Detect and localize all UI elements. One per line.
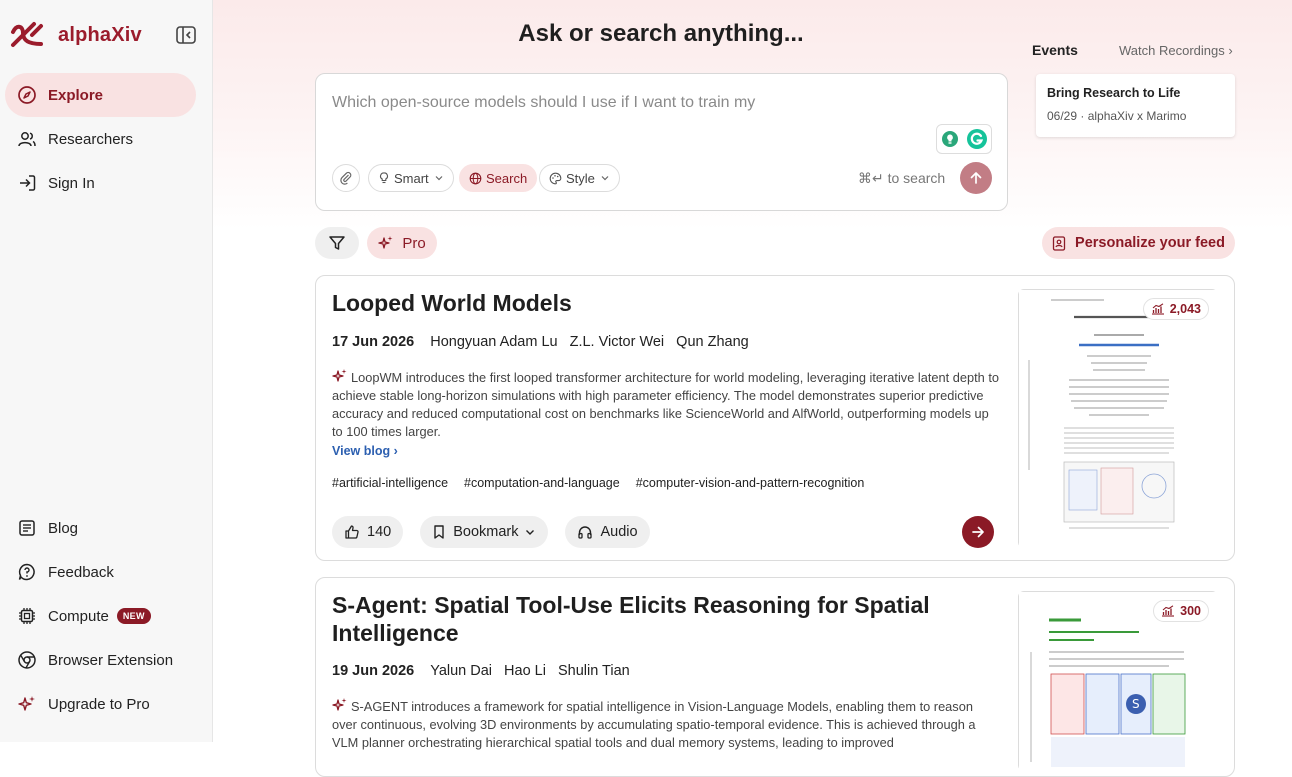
- sidebar-item-label: Blog: [48, 519, 79, 537]
- paper-summary: [332, 368, 1000, 441]
- events-heading: Events: [1032, 42, 1078, 58]
- trending-chart-icon: [1151, 303, 1165, 315]
- author-link[interactable]: Z.L. Victor Wei: [569, 334, 665, 350]
- sidebar-item-label: Browser Extension: [48, 651, 174, 669]
- search-input[interactable]: [332, 94, 932, 112]
- personalize-label: Personalize your feed: [1075, 235, 1225, 251]
- alphaxiv-logo-icon: [10, 20, 44, 50]
- view-blog-label: View blog: [332, 444, 391, 458]
- new-badge: NEW: [117, 608, 151, 624]
- watch-recordings-label: Watch Recordings: [1119, 43, 1225, 58]
- summary-text: S-AGENT introduces a framework for spatial intelligence in Vision-Language Models, enabling them to reason over continuous, evolving 3D environments by accumulating spatio-temporal evidence. This is achieved through a VLM planner orchestrating hierarchical spatial tools and dual memory systems, leading to improved: [332, 699, 976, 750]
- arrow-up-icon: [969, 171, 983, 185]
- views-badge: [1143, 298, 1209, 320]
- view-blog-link[interactable]: [332, 444, 398, 458]
- chevron-right-icon: ›: [1228, 43, 1233, 58]
- svg-text:S: S: [1132, 697, 1140, 711]
- sidebar-item-label: Researchers: [48, 130, 134, 148]
- bookmark-button[interactable]: [420, 516, 548, 548]
- chrome-icon: [17, 650, 37, 670]
- personalize-icon: [1052, 236, 1066, 251]
- search-box: [315, 73, 1008, 211]
- grammarly-icon[interactable]: [966, 128, 988, 150]
- author-link[interactable]: Shulin Tian: [557, 663, 630, 679]
- bulb-icon: [378, 172, 390, 184]
- paper-card[interactable]: [315, 577, 1235, 777]
- feedback-icon: [17, 562, 37, 582]
- paper-card[interactable]: [315, 275, 1235, 561]
- sidebar-item-label: Compute: [48, 607, 109, 625]
- author-link[interactable]: Qun Zhang: [676, 334, 749, 350]
- sidebar-item-feedback[interactable]: [5, 550, 196, 594]
- paper-summary: [332, 697, 1000, 752]
- chevron-down-icon: [600, 173, 610, 183]
- compass-icon: [17, 85, 37, 105]
- paper-thumbnail[interactable]: [1018, 289, 1218, 548]
- sidebar-item-browser-extension[interactable]: [5, 638, 196, 682]
- smart-mode-chip[interactable]: [368, 164, 454, 192]
- views-badge: [1153, 600, 1209, 622]
- sidebar-item-explore[interactable]: [5, 73, 196, 117]
- search-label: Search: [486, 170, 528, 186]
- search-mode-chip[interactable]: [459, 164, 537, 192]
- arrow-right-icon: [970, 524, 986, 540]
- attach-button[interactable]: [332, 164, 360, 192]
- paper-tags: [332, 476, 880, 490]
- watch-recordings-link[interactable]: [1119, 43, 1233, 58]
- paper-meta: [332, 334, 761, 350]
- style-label: Style: [566, 170, 595, 186]
- bookmark-icon: [432, 524, 446, 540]
- paper-title[interactable]: S-Agent: Spatial Tool-Use Elicits Reasoning for Spatial Intelligence: [332, 592, 930, 646]
- thumbs-up-icon: [344, 524, 360, 540]
- sparkle-icon: [17, 694, 37, 714]
- event-title: Bring Research to Life: [1047, 86, 1181, 100]
- headphones-icon: [577, 524, 593, 540]
- sign-in-icon: [17, 173, 37, 193]
- sidebar-item-label: Upgrade to Pro: [48, 695, 150, 713]
- sidebar-item-label: Sign In: [48, 174, 95, 192]
- chevron-down-icon: [434, 173, 444, 183]
- blog-icon: [17, 518, 37, 538]
- chip-icon: [17, 606, 37, 626]
- chevron-down-icon: [524, 526, 536, 538]
- sparkle-icon: [378, 235, 394, 251]
- filter-button[interactable]: [315, 227, 359, 259]
- sidebar-item-researchers[interactable]: [5, 117, 196, 161]
- tag-link[interactable]: #computer-vision-and-pattern-recognition: [635, 476, 865, 490]
- event-subtitle: 06/29 · alphaXiv x Marimo: [1047, 109, 1187, 123]
- paperclip-icon: [339, 171, 353, 185]
- summary-text: LoopWM introduces the first looped transformer architecture for world modeling, leveraging iterative latent depth to achieve stable long-horizon simulations with high parameter efficiency. The model demonstrates superior predictive accuracy and reduced computational cost on benchmarks like ScienceWorld and AlfWorld, outperforming models up to 100 times larger.: [332, 370, 999, 439]
- paper-thumbnail[interactable]: [1018, 591, 1218, 771]
- open-paper-button[interactable]: [962, 516, 994, 548]
- filter-icon: [328, 234, 346, 252]
- bulb-extension-icon[interactable]: [941, 130, 959, 148]
- ai-sparkle-icon: [332, 368, 348, 384]
- like-count: 140: [367, 524, 392, 540]
- sidebar-item-upgrade-pro[interactable]: [5, 682, 196, 726]
- sidebar-item-blog[interactable]: [5, 506, 196, 550]
- palette-icon: [549, 172, 562, 185]
- app-name: alphaXiv: [58, 23, 142, 46]
- sidebar-item-compute[interactable]: [5, 594, 196, 638]
- paper-page-preview: [1019, 290, 1219, 549]
- event-card[interactable]: [1036, 74, 1235, 137]
- paper-title[interactable]: Looped World Models: [332, 290, 572, 316]
- chevron-right-icon: ›: [393, 444, 398, 458]
- style-chip[interactable]: [539, 164, 620, 192]
- paper-date: 19 Jun 2026: [332, 663, 415, 679]
- globe-icon: [469, 172, 482, 185]
- pro-label: Pro: [402, 234, 426, 252]
- tag-link[interactable]: #artificial-intelligence: [332, 476, 449, 490]
- like-button[interactable]: [332, 516, 403, 548]
- bookmark-label: Bookmark: [453, 524, 519, 540]
- sidebar-item-sign-in[interactable]: [5, 161, 196, 205]
- paper-meta: [332, 663, 642, 679]
- smart-label: Smart: [394, 170, 429, 186]
- views-count: 300: [1180, 604, 1201, 618]
- ai-sparkle-icon: [332, 697, 348, 713]
- page-title: Ask or search anything...: [518, 20, 804, 47]
- author-link[interactable]: Hongyuan Adam Lu: [430, 334, 558, 350]
- author-link[interactable]: Yalun Dai: [430, 663, 493, 679]
- collapse-sidebar-icon[interactable]: [176, 26, 196, 44]
- pro-filter-button[interactable]: [367, 227, 437, 259]
- views-count: 2,043: [1169, 302, 1201, 316]
- paper-date: 17 Jun 2026: [332, 334, 415, 350]
- trending-chart-icon: [1161, 605, 1175, 617]
- tag-link[interactable]: #computation-and-language: [464, 476, 620, 490]
- search-shortcut-hint: ⌘↵ to search: [858, 170, 946, 186]
- send-button[interactable]: [960, 162, 992, 194]
- sidebar-item-label: Feedback: [48, 563, 114, 581]
- personalize-feed-button[interactable]: [1042, 227, 1235, 259]
- extension-icons: [936, 124, 992, 154]
- paper-actions: [332, 516, 667, 548]
- author-link[interactable]: Hao Li: [504, 663, 546, 679]
- sidebar-item-label: Explore: [48, 86, 104, 104]
- logo[interactable]: [10, 20, 142, 50]
- audio-button[interactable]: [565, 516, 649, 548]
- users-icon: [17, 129, 37, 149]
- audio-label: Audio: [600, 524, 638, 540]
- sidebar: [0, 0, 213, 742]
